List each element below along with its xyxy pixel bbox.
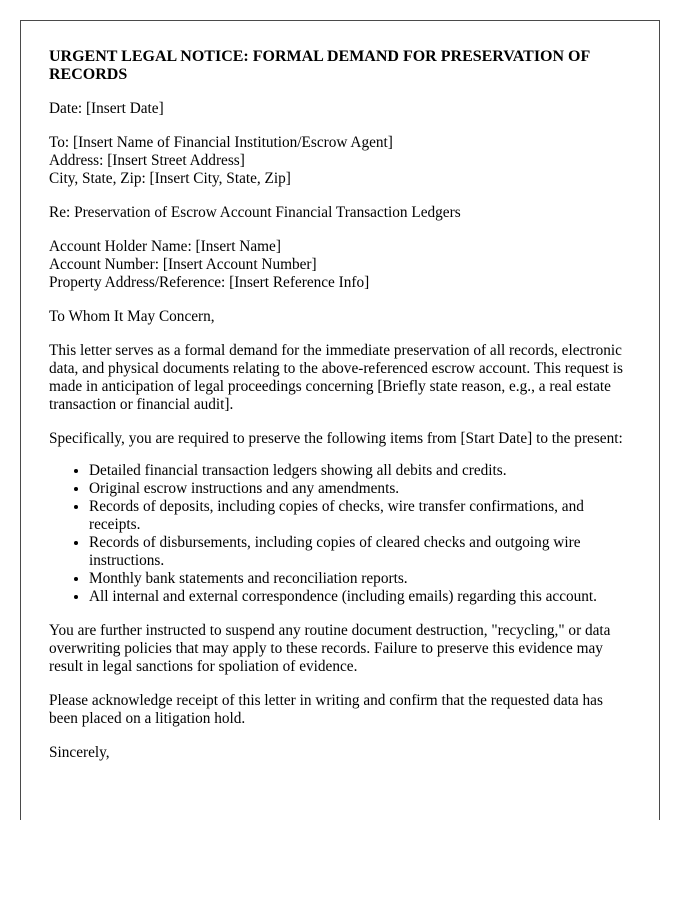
recipient-address: Address: [Insert Street Address] — [49, 152, 245, 169]
account-block — [49, 238, 635, 292]
list-item: • Records of disbursements, including copies of cleared checks and outgoing wire instructions. — [89, 534, 635, 570]
list-item: • Detailed financial transaction ledgers showing all debits and credits. — [89, 462, 635, 480]
intro-paragraph: This letter serves as a formal demand for the immediate preservation of all records, electronic data, and physical documents relating to the above-referenced escrow account. This request is made in anticipation of legal proceedings concerning [Briefly state reason, e.g., a real estate transaction or financial audit]. — [49, 342, 623, 413]
account-number: Account Number: [Insert Account Number] — [49, 256, 317, 273]
list-item: • Monthly bank statements and reconciliation reports. — [89, 570, 635, 588]
re-line: Re: Preservation of Escrow Account Financial Transaction Ledgers — [49, 204, 461, 221]
list-item: • Original escrow instructions and any amendments. — [89, 480, 635, 498]
preservation-items-list — [49, 462, 635, 606]
specific-paragraph: Specifically, you are required to preserve the following items from [Start Date] to the present: — [49, 430, 623, 447]
suspend-paragraph: You are further instructed to suspend any routine document destruction, "recycling," or data overwriting policies that may apply to these records. Failure to preserve this evidence may result in legal sanctions for spoliation of evidence. — [49, 622, 611, 675]
salutation: To Whom It May Concern, — [49, 308, 215, 325]
account-holder: Account Holder Name: [Insert Name] — [49, 238, 281, 255]
letter-page — [20, 20, 660, 820]
date-line: Date: [Insert Date] — [49, 100, 164, 117]
recipient-to: To: [Insert Name of Financial Institution/Escrow Agent] — [49, 134, 393, 151]
letter-body — [49, 48, 635, 778]
list-item: • Records of deposits, including copies of checks, wire transfer confirmations, and receipts. — [89, 498, 635, 534]
acknowledge-paragraph: Please acknowledge receipt of this letter in writing and confirm that the requested data has been placed on a litigation hold. — [49, 692, 603, 727]
recipient-block — [49, 134, 635, 188]
closing: Sincerely, — [49, 744, 110, 761]
letter-title: URGENT LEGAL NOTICE: FORMAL DEMAND FOR PRESERVATION OF RECORDS — [49, 48, 590, 83]
account-property: Property Address/Reference: [Insert Reference Info] — [49, 274, 370, 291]
list-item: • All internal and external correspondence (including emails) regarding this account. — [89, 588, 635, 606]
recipient-city: City, State, Zip: [Insert City, State, Zip] — [49, 170, 291, 187]
